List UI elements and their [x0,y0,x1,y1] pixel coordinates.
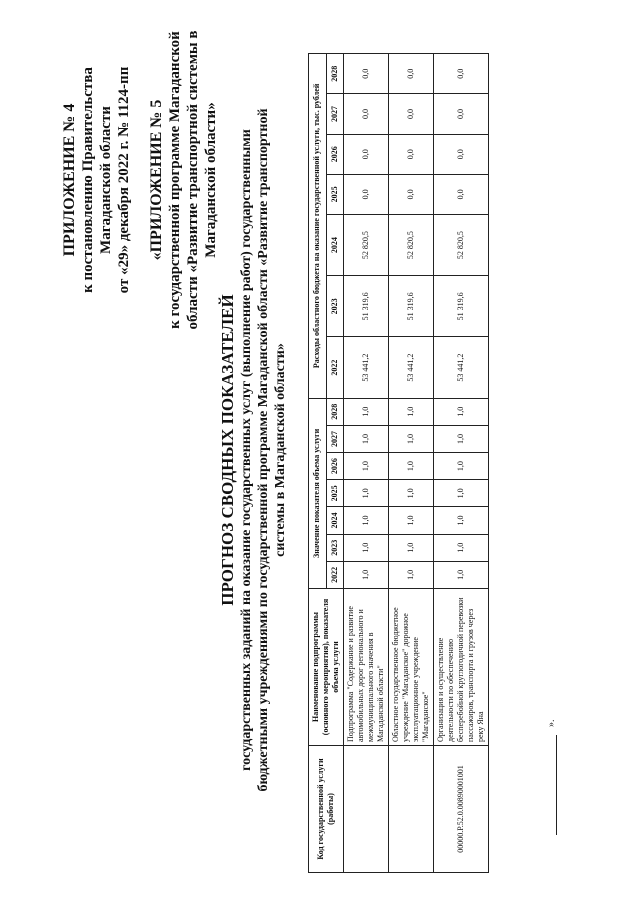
volume-value: 1,0 [389,425,434,452]
volume-value: 1,0 [344,480,389,507]
volume-value: 1,0 [434,507,489,534]
service-code [344,746,389,873]
expense-value: 0,0 [389,134,434,174]
expense-value: 0,0 [389,174,434,214]
closing-quote: ». [546,719,557,727]
expense-value: 53 441,2 [389,337,434,398]
program-line-1: к государственной программе Магаданской [167,31,183,329]
expense-value: 51 319,6 [434,276,489,337]
volume-value: 1,0 [434,398,489,425]
expense-value: 0,0 [344,174,389,214]
expense-value: 52 820,5 [434,215,489,276]
indicators-table [308,53,489,873]
expense-year-header: 2022 [326,337,344,398]
table-row [344,54,389,873]
appendix5-title: «ПРИЛОЖЕНИЕ № 5 [148,99,165,261]
volume-value: 1,0 [389,398,434,425]
appendix-header [60,15,220,345]
expense-value: 0,0 [434,174,489,214]
expense-value: 0,0 [344,134,389,174]
volume-value: 1,0 [434,561,489,588]
expense-value: 0,0 [344,54,389,94]
volume-value: 1,0 [434,534,489,561]
table-row [434,54,489,873]
title-main: ПРОГНОЗ СВОДНЫХ ПОКАЗАТЕЛЕЙ [218,294,237,606]
volume-value: 1,0 [434,453,489,480]
volume-year-header: 2028 [326,398,344,425]
expense-value: 0,0 [389,54,434,94]
volume-year-header: 2023 [326,534,344,561]
volume-value: 1,0 [434,480,489,507]
volume-value: 1,0 [344,561,389,588]
volume-value: 1,0 [389,561,434,588]
volume-value: 1,0 [389,534,434,561]
title-sub-2: бюджетными учреждениями по государственной программе Магаданской области «Развитие транспортной [256,108,271,792]
expense-value: 53 441,2 [434,337,489,398]
expense-value: 51 319,6 [344,276,389,337]
service-code [389,746,434,873]
table-row [389,54,434,873]
expense-value: 52 820,5 [389,215,434,276]
expense-value: 53 441,2 [344,337,389,398]
service-code: 00000.Р.52.0.00890001001 [434,746,489,873]
service-name: Организация и осуществление деятельности по обеспечению бесперебойной круглогодичной перевозки пассажиров, транспорта и грузов через реку Яна [434,589,489,746]
document-title [218,15,289,885]
volume-value: 1,0 [344,453,389,480]
expense-value: 0,0 [434,134,489,174]
volume-value: 1,0 [344,534,389,561]
signature-line [556,735,557,835]
expense-value: 0,0 [389,94,434,134]
volume-year-header: 2024 [326,507,344,534]
expense-value: 0,0 [344,94,389,134]
volume-year-header: 2025 [326,480,344,507]
expense-year-header: 2026 [326,134,344,174]
expense-year-header: 2025 [326,174,344,214]
volume-value: 1,0 [389,507,434,534]
header-code: Код государственной услуги (работы) [309,746,344,873]
service-name: Областное государственное бюджетное учреждение "Магаданское" дорожное эксплуатационное учреждение "Магаданское" [389,589,434,746]
appendix4-title: ПРИЛОЖЕНИЕ № 4 [61,103,78,257]
expense-year-header: 2024 [326,215,344,276]
expense-year-header: 2028 [326,54,344,94]
expense-value: 52 820,5 [344,215,389,276]
header-expense: Расходы областного бюджета на оказание государственной услуги, тыс. рублей [309,54,327,399]
date-line: от «29» декабря 2022 г. № 1124-пп [116,66,132,294]
resolution-line: к постановлению Правительства [80,67,96,293]
volume-year-header: 2027 [326,425,344,452]
expense-value: 0,0 [434,94,489,134]
volume-year-header: 2022 [326,561,344,588]
expense-year-header: 2027 [326,94,344,134]
volume-value: 1,0 [344,507,389,534]
title-sub-1: государственных заданий на оказание государственных услуг (выполнение работ) государственными [239,129,254,771]
volume-value: 1,0 [389,480,434,507]
volume-value: 1,0 [344,425,389,452]
expense-year-header: 2023 [326,276,344,337]
header-volume: Значение показателя объема услуги [309,398,327,588]
program-line-3: Магаданской области» [203,102,219,258]
region-line: Магаданской области [98,106,114,254]
title-sub-3: системы в Магаданской области» [273,343,288,557]
expense-value: 0,0 [434,54,489,94]
volume-year-header: 2026 [326,453,344,480]
volume-value: 1,0 [389,453,434,480]
program-line-2: области «Развитие транспортной системы в [185,30,201,330]
expense-value: 51 319,6 [389,276,434,337]
service-name: Подпрограмма "Содержание и развитие автомобильных дорог регионального и межмуниципального значения в Магаданской области" [344,589,389,746]
volume-value: 1,0 [434,425,489,452]
volume-value: 1,0 [344,398,389,425]
header-name: Наименование подпрограммы (основного мероприятия), показателя объема услуги [309,589,344,746]
